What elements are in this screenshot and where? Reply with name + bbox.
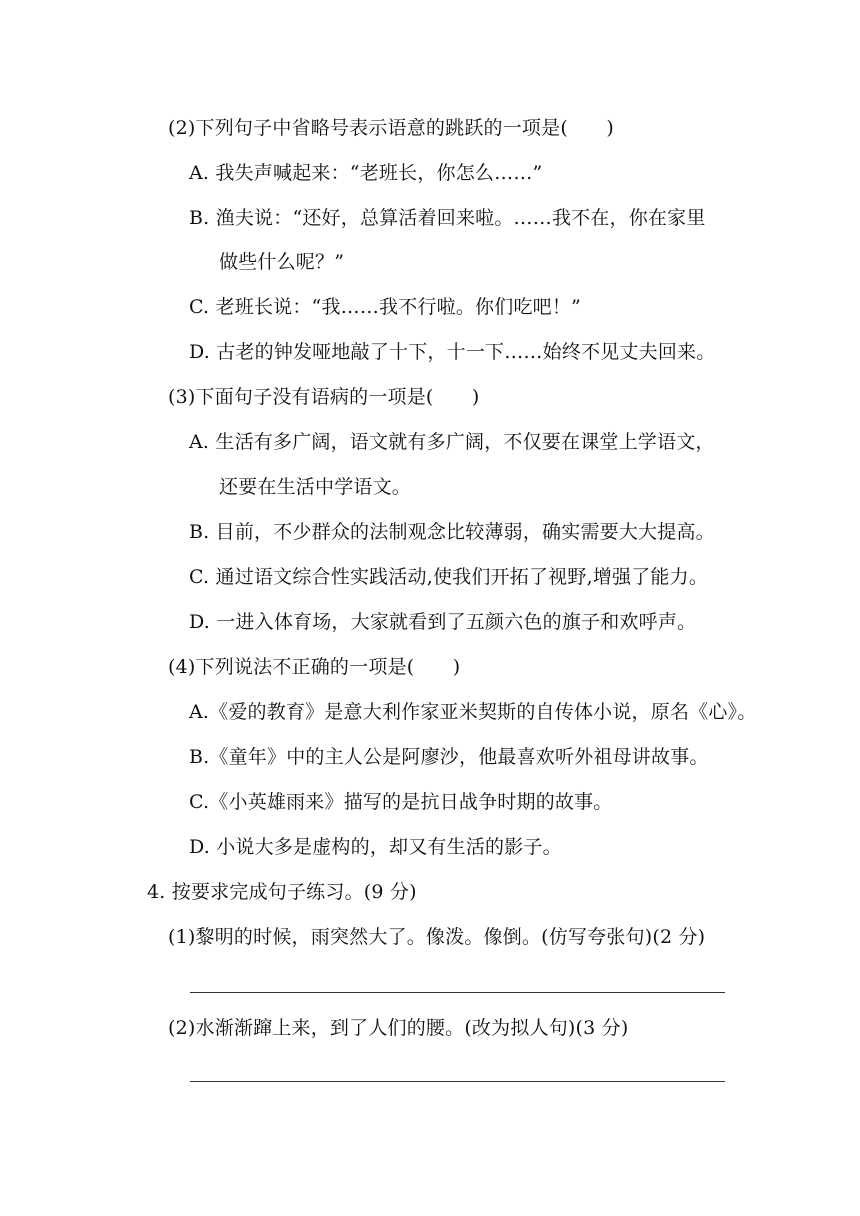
question-2-stem: (2)下列句子中省略号表示语意的跳跃的一项是( ) bbox=[168, 117, 614, 139]
question-3-option-a: A. 生活有多广阔，语文就有多广阔，不仅要在课堂上学语文， bbox=[189, 431, 715, 453]
question-2-option-a: A. 我失声喊起来：“老班长，你怎么……” bbox=[189, 162, 543, 184]
section-4-item-2: (2)水渐渐蹿上来，到了人们的腰。(改为拟人句)(3 分) bbox=[168, 1017, 629, 1039]
answer-line-2[interactable] bbox=[190, 1081, 725, 1082]
question-2-option-b: B. 渔夫说：“还好，总算活着回来啦。……我不在，你在家里 bbox=[189, 207, 706, 229]
question-3-option-b: B. 目前，不少群众的法制观念比较薄弱，确实需要大大提高。 bbox=[189, 521, 715, 543]
question-3-option-a-continued: 还要在生活中学语文。 bbox=[219, 476, 412, 498]
section-4-title: 4. 按要求完成句子练习。(9 分) bbox=[147, 881, 417, 903]
section-4-item-1: (1)黎明的时候，雨突然大了。像泼。像倒。(仿写夸张句)(2 分) bbox=[168, 926, 706, 948]
question-3-option-c: C. 通过语文综合性实践活动,使我们开拓了视野,增强了能力。 bbox=[189, 566, 709, 588]
answer-line-1[interactable] bbox=[190, 992, 725, 993]
question-4-option-d: D. 小说大多是虚构的，却又有生活的影子。 bbox=[189, 836, 562, 858]
question-4-stem: (4)下列说法不正确的一项是( ) bbox=[168, 656, 461, 678]
question-3-stem: (3)下面句子没有语病的一项是( ) bbox=[168, 386, 480, 408]
question-2-option-c: C. 老班长说：“我……我不行啦。你们吃吧！” bbox=[189, 296, 581, 318]
question-3-option-d: D. 一进入体育场，大家就看到了五颜六色的旗子和欢呼声。 bbox=[189, 611, 697, 633]
question-4-option-a: A.《爱的教育》是意大利作家亚米契斯的自传体小说，原名《心》。 bbox=[189, 701, 757, 723]
question-4-option-c: C.《小英雄雨来》描写的是抗日战争时期的故事。 bbox=[189, 791, 613, 813]
question-2-option-d: D. 古老的钟发哑地敲了十下，十一下……始终不见丈夫回来。 bbox=[189, 341, 716, 363]
question-2-option-b-continued: 做些什么呢？” bbox=[219, 251, 345, 273]
question-4-option-b: B.《童年》中的主人公是阿廖沙，他最喜欢听外祖母讲故事。 bbox=[189, 746, 709, 768]
